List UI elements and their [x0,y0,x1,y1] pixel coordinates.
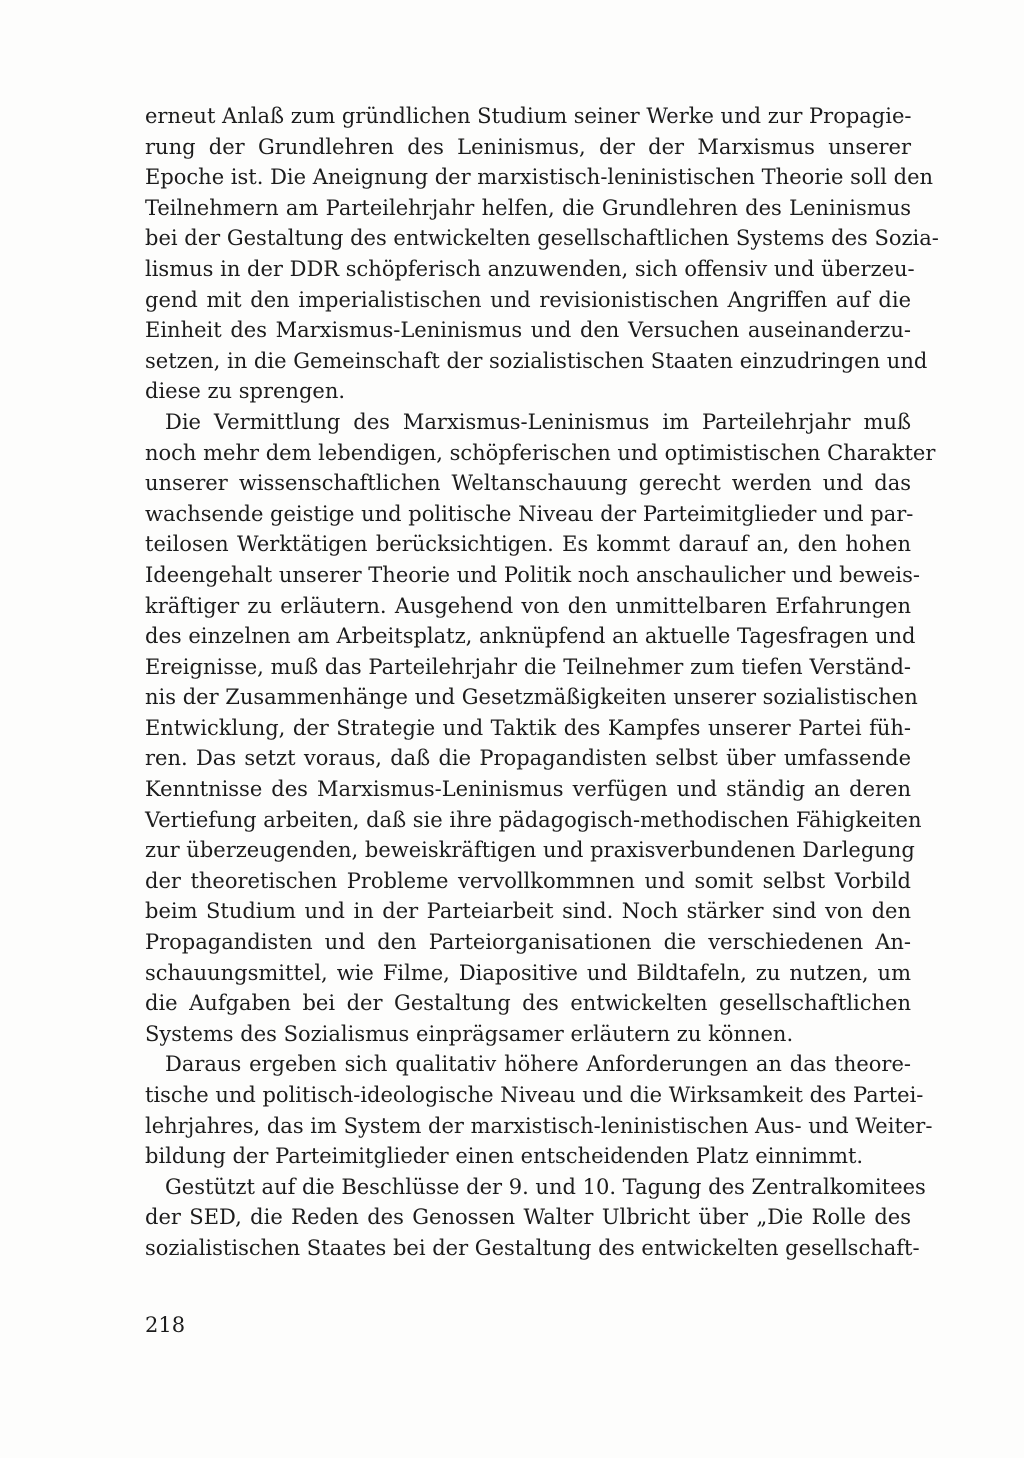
text-line: Vertiefung arbeiten, daß sie ihre pädagogisch-methodischen Fähigkeiten [145,807,922,832]
text-line: rung der Grundlehren des Leninismus, der der Marxismus unserer [145,134,911,159]
text-line: Teilnehmern am Parteilehrjahr helfen, die Grundlehren des Leninismus [145,195,911,220]
paragraph [145,1049,933,1171]
text-line: kräftiger zu erläutern. Ausgehend von den unmittelbaren Erfahrungen [145,593,911,618]
text-line: bildung der Parteimitglieder einen entscheidenden Platz einnimmt. [145,1144,864,1169]
text-line: Die Vermittlung des Marxismus-Leninismus im Parteilehrjahr muß [165,409,911,434]
text-line: noch mehr dem lebendigen, schöpferischen und optimistischen Charakter [145,440,936,465]
text-line: unserer wissenschaftlichen Weltanschauung gerecht werden und das [145,471,911,496]
text-line: lehrjahres, das im System der marxistisch-leninistischen Aus- und Weiter- [145,1113,933,1138]
text-line: bei der Gestaltung des entwickelten gesellschaftlichen Systems des Sozia- [145,226,939,251]
text-line: sozialistischen Staates bei der Gestaltung des entwickelten gesellschaft- [145,1235,920,1260]
text-line: Kenntnisse des Marxismus-Leninismus verfügen und ständig an deren [145,777,911,802]
text-line: Ideengehalt unserer Theorie und Politik noch anschaulicher und beweis- [145,562,921,587]
text-line: des einzelnen am Arbeitsplatz, anknüpfend an aktuelle Tagesfragen und [145,624,916,649]
text-line: gend mit den imperialistischen und revisionistischen Angriffen auf die [145,287,911,312]
text-line: der SED, die Reden des Genossen Walter Ulbricht über „Die Rolle des [145,1205,911,1230]
text-line: erneut Anlaß zum gründlichen Studium seiner Werke und zur Propagie- [145,104,912,128]
text-line: Daraus ergeben sich qualitativ höhere Anforderungen an das theore- [165,1052,911,1077]
text-line: wachsende geistige und politische Niveau der Parteimitglieder und par- [145,501,914,526]
text-line: der theoretischen Probleme vervollkommnen und somit selbst Vorbild [145,868,911,893]
text-line: Entwicklung, der Strategie und Taktik des Kampfes unserer Partei füh- [145,715,911,740]
page-number: 218 [145,1313,186,1337]
text-line: schauungsmittel, wie Filme, Diapositive und Bildtafeln, zu nutzen, um [145,960,911,985]
text-line: Epoche ist. Die Aneignung der marxistisch-leninistischen Theorie soll den [145,165,934,190]
text-line: Gestützt auf die Beschlüsse der 9. und 10. Tagung des Zentralkomitees [165,1174,926,1199]
text-line: Ereignisse, muß das Parteilehrjahr die Teilnehmer zum tiefen Verständ- [145,654,911,679]
text-line: Einheit des Marxismus-Leninismus und den Versuchen auseinanderzu- [145,318,911,343]
text-line: die Aufgaben bei der Gestaltung des entwickelten gesellschaftlichen [145,991,911,1016]
text-line: beim Studium und in der Parteiarbeit sind. Noch stärker sind von den [145,899,911,924]
text-line: nis der Zusammenhänge und Gesetzmäßigkeiten unserer sozialistischen [145,685,918,710]
text-line: Systems des Sozialismus einprägsamer erläutern zu können. [145,1021,794,1046]
text-line: teilosen Werktätigen berücksichtigen. Es kommt darauf an, den hohen [145,532,911,557]
text-line: ren. Das setzt voraus, daß die Propagandisten selbst über umfassende [145,746,911,771]
text-line: tische und politisch-ideologische Niveau und die Wirksamkeit des Partei- [145,1083,924,1107]
paragraph [145,407,936,1049]
body-text [145,101,939,1264]
text-line: Propagandisten und den Parteiorganisationen die verschiedenen An- [145,930,911,955]
text-line: setzen, in die Gemeinschaft der sozialistischen Staaten einzudringen und [145,348,928,373]
paragraph [145,1172,926,1264]
text-line: zur überzeugenden, beweiskräftigen und praxisverbundenen Darlegung [145,838,915,863]
paragraph [145,101,939,407]
text-line: diese zu sprengen. [145,379,346,404]
text-line: lismus in der DDR schöpferisch anzuwenden, sich offensiv und überzeu- [145,256,915,281]
